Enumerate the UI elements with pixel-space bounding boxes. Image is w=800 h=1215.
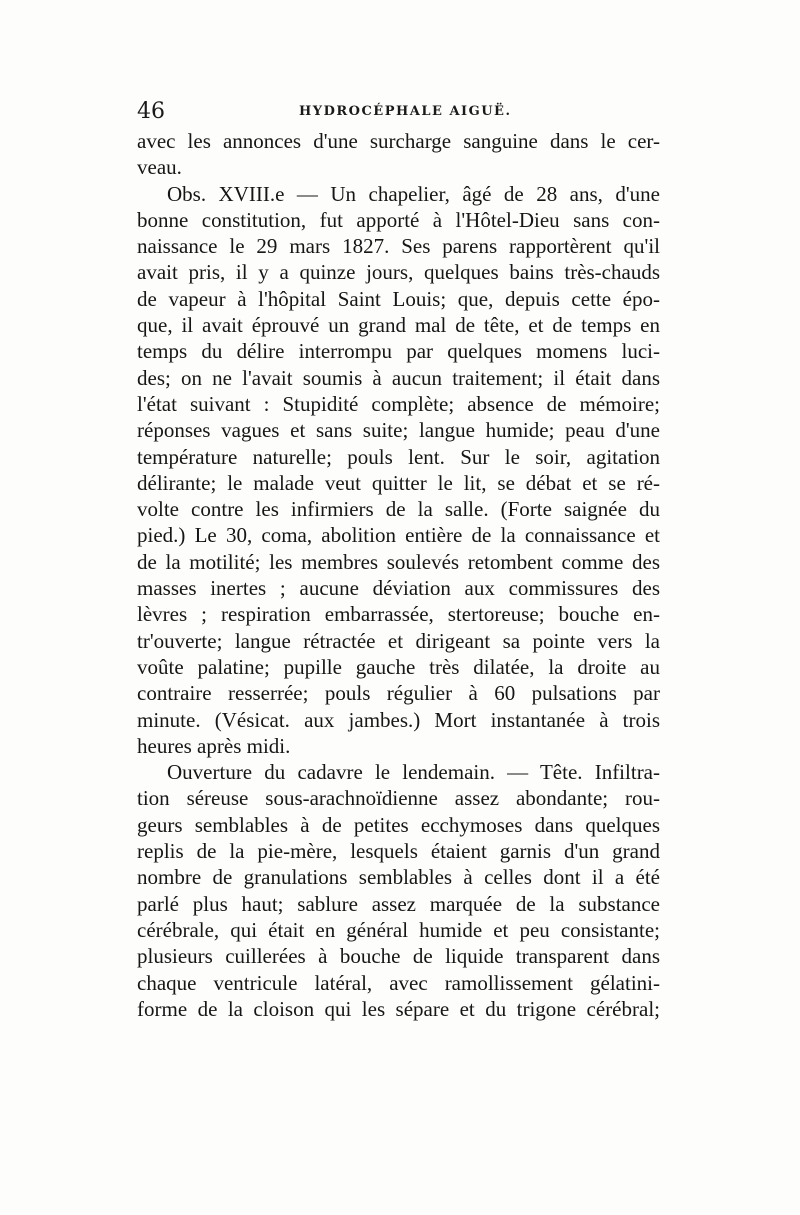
text-line: temps du délire interrompu par quelques momens luci- [137,339,660,364]
text-line: réponses vagues et sans suite; langue humide; peau d'une [137,418,660,443]
text-line: tion séreuse sous-arachnoïdienne assez abondante; rou- [137,786,660,811]
text-line: plusieurs cuillerées à bouche de liquide transparent dans [137,944,660,969]
text-line: lèvres ; respiration embarrassée, stertoreuse; bouche en- [137,602,660,627]
text-line: cérébrale, qui était en général humide et peu consistante; [137,917,660,942]
text-line: voûte palatine; pupille gauche très dilatée, la droite au [137,654,660,679]
text-line: contraire resserrée; pouls régulier à 60 pulsations par [137,681,660,706]
text-line: tr'ouverte; langue rétractée et dirigeant sa pointe vers la [137,628,660,653]
text-line: de vapeur à l'hôpital Saint Louis; que, depuis cette épo- [137,286,660,311]
text-line: température naturelle; pouls lent. Sur le soir, agitation [137,444,660,469]
text-line: de la motilité; les membres soulevés retombent comme des [137,549,660,574]
text-line: masses inertes ; aucune déviation aux commissures des [137,576,660,601]
text-line: replis de la pie-mère, lesquels étaient garnis d'un grand [137,839,660,864]
text-line: nombre de granulations semblables à celles dont il a été [137,865,660,890]
text-line: forme de la cloison qui les sépare et du trigone cérébral; [137,996,660,1021]
text-line: avait pris, il y a quinze jours, quelques bains très-chauds [137,260,660,285]
text-line: Obs. XVIII.e — Un chapelier, âgé de 28 ans, d'une [167,181,660,206]
text-line: parlé plus haut; sablure assez marquée de la substance [137,891,660,916]
text-line: Ouverture du cadavre le lendemain. — Tête. Infiltra- [167,760,660,785]
text-line: pied.) Le 30, coma, abolition entière de la connaissance et [137,523,660,548]
text-line: minute. (Vésicat. aux jambes.) Mort instantanée à trois [137,707,660,732]
text-line: naissance le 29 mars 1827. Ses parens rapportèrent qu'il [137,234,660,259]
body-text [137,128,660,1022]
text-line: volte contre les infirmiers de la salle. (Forte saignée du [137,497,660,522]
text-line: l'état suivant : Stupidité complète; absence de mémoire; [137,391,660,416]
text-line: que, il avait éprouvé un grand mal de tête, et de temps en [137,313,660,338]
running-head: HYDROCÉPHALE AIGUË. [299,104,512,119]
text-line: chaque ventricule latéral, avec ramollissement gélatini- [137,970,660,995]
text-line: heures après midi. [137,733,291,758]
page-header [137,99,660,127]
text-line: avec les annonces d'une surcharge sanguine dans le cer- [137,129,660,153]
text-line: délirante; le malade veut quitter le lit, se débat et se ré- [137,470,660,495]
text-line: veau. [137,155,182,180]
text-line: geurs semblables à de petites ecchymoses dans quelques [137,812,660,837]
text-line: bonne constitution, fut apporté à l'Hôtel-Dieu sans con- [137,207,660,232]
text-line: des; on ne l'avait soumis à aucun traitement; il était dans [137,365,660,390]
page-number: 46 [137,99,165,124]
